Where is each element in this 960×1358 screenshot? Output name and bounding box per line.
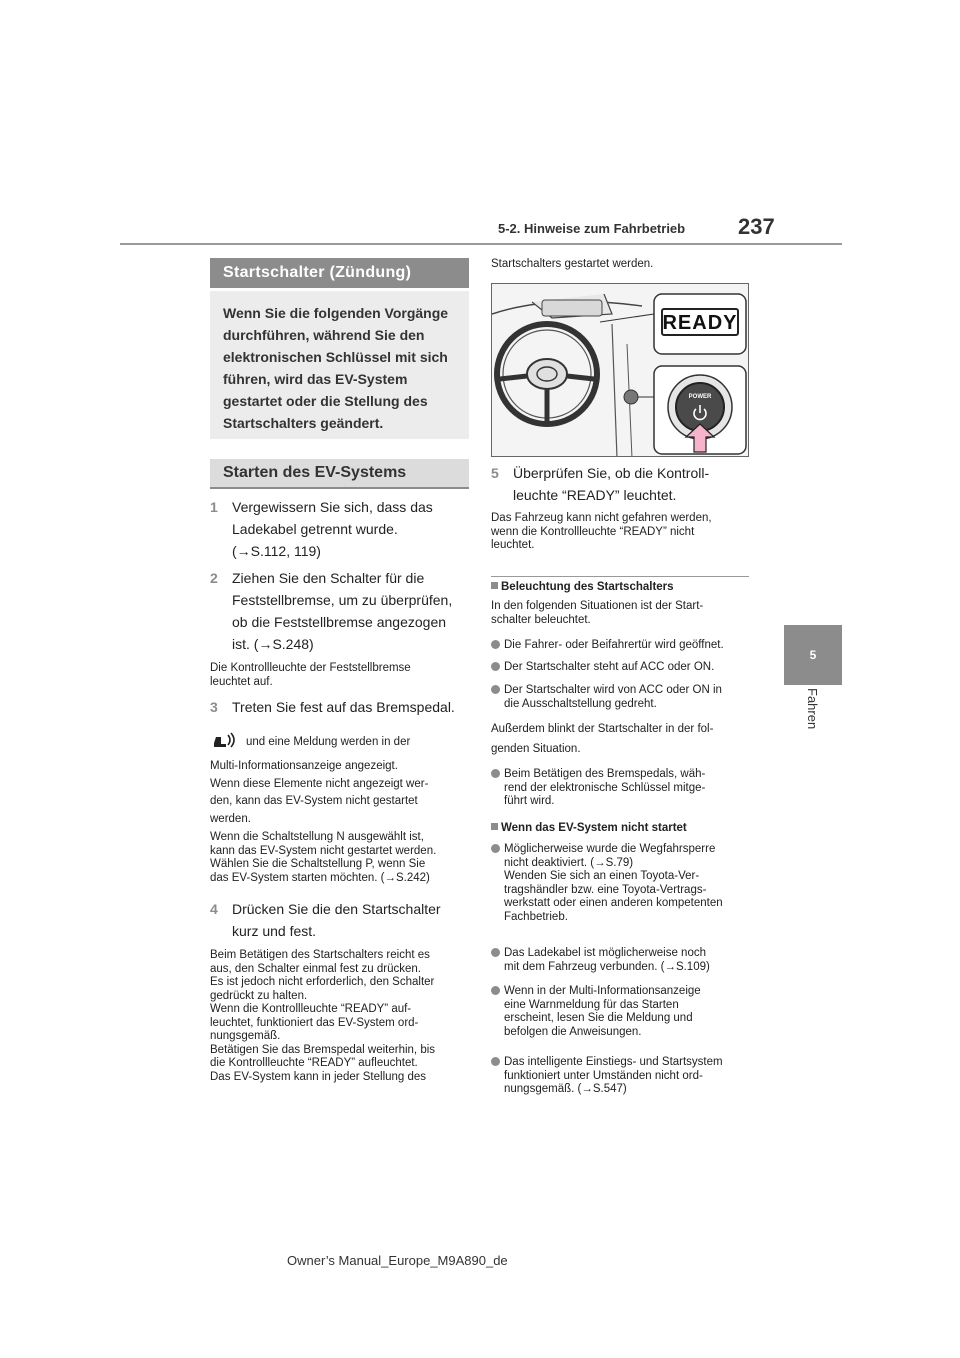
continuation-text: Startschalters gestartet werden. (491, 258, 654, 270)
step-5: 5 Überprüfen Sie, ob die Kontroll- leuchte “READY” leuchtet. (491, 465, 710, 503)
step-4: 4 Drücken Sie die den Startschalter kurz und fest. (210, 901, 441, 939)
blink-text: Außerdem blinkt der Startschalter in der fol- genden Situation. (491, 723, 714, 755)
list-item: Möglicherweise wurde die Wegfahrsperre nicht deaktiviert. (→S.79) Wenden Sie sich an einen Toyota-Ver- tragshändler bzw. eine Toyota-Vertrags- werkstatt oder einen anderen kompetenten Fachbetrieb. (491, 843, 753, 925)
main-heading: Startschalter (Zündung) (210, 258, 469, 288)
chapter-tab[interactable] (784, 625, 842, 685)
ready-label: READY (662, 311, 738, 334)
chapter-number: 5 (809, 648, 817, 662)
nostart-heading: Wenn das EV-System nicht startet (491, 822, 753, 834)
section-title: 5-2. Hinweise zum Fahrbetrieb (498, 221, 686, 236)
step-2-note: Die Kontrollleuchte der Feststellbremse leuchtet auf. (210, 662, 411, 688)
power-label: POWER (688, 394, 712, 400)
step-3-icon-note: und eine Meldung werden in der (246, 736, 411, 748)
step-3-notes-2: Wenn die Schaltstellung N ausgewählt ist, kann das EV-System nicht gestartet werden. Wählen Sie die Schaltstellung P, wenn Sie das EV-System starten möchten. (→S.242) (210, 831, 437, 884)
step-2: 2 Ziehen Sie den Schalter für die Feststellbremse, um zu überprüfen, ob die Feststellbremse angezogen ist. (→S.248) (210, 570, 453, 652)
step-1: 1 Vergewissern Sie sich, dass das Ladekabel getrennt wurde. (→S.112, 119) (210, 499, 433, 559)
step-4-notes: Beim Betätigen des Startschalters reicht es aus, den Schalter einmal fest zu drücken. Es ist jedoch nicht erforderlich, den Schalter gedrückt zu halten. Wenn die Kontrollleuchte “READY” auf- leuchtet, funktioniert das EV-System ord- nungsgemäß. Betätigen Sie das Bremspedal weiterhin, bis die Kontrollleuchte “READY” aufleuchtet. Das EV-System kann in jeder Stellung des (210, 949, 436, 1083)
step-5-notes: Das Fahrzeug kann nicht gefahren werden, wenn die Kontrollleuchte “READY” nicht leuchtet. (491, 512, 712, 551)
list-item: Wenn in der Multi-Informationsanzeige eine Warnmeldung für das Starten erscheint, lesen Sie die Meldung und befolgen die Anweisungen. (491, 985, 753, 1041)
page-number: 237 (738, 214, 775, 239)
step-3: 3 Treten Sie fest auf das Bremspedal. (210, 699, 455, 715)
header-rule (120, 243, 842, 245)
ready-indicator-icon (212, 731, 238, 751)
lighting-heading: Beleuchtung des Startschalters (491, 581, 753, 593)
list-item: Der Startschalter steht auf ACC oder ON. (491, 661, 753, 675)
section-divider (491, 576, 749, 577)
intro-box: Wenn Sie die folgenden Vorgänge durchführen, während Sie den elektronischen Schlüssel mit sich führen, wird das EV-System gestartet oder die Stellung des Startschalters geändert. (210, 291, 469, 439)
list-item: Der Startschalter wird von ACC oder ON in die Ausschaltstellung gedreht. (491, 684, 753, 712)
footer-text: Owner’s Manual_Europe_M9A890_de (287, 1253, 508, 1268)
list-item: Beim Betätigen des Bremspedals, wäh- rend der elektronische Schlüssel mitge- führt wird. (491, 768, 753, 810)
sub-heading: Starten des EV-Systems (210, 459, 469, 489)
chapter-label: Fahren (805, 688, 820, 730)
dashboard-figure (491, 283, 749, 457)
list-item: Das intelligente Einstiegs- und Startsystem funktioniert unter Umständen nicht ord- nungsgemäß. (→S.547) (491, 1056, 753, 1098)
step-3-notes: Multi-Informationsanzeige angezeigt. Wenn diese Elemente nicht angezeigt wer- den, kann das EV-System nicht gestartet werden. (210, 760, 429, 825)
lighting-intro: In den folgenden Situationen ist der Start- schalter beleuchtet. (491, 600, 704, 626)
list-item: Das Ladekabel ist möglicherweise noch mit dem Fahrzeug verbunden. (→S.109) (491, 947, 753, 975)
list-item: Die Fahrer- oder Beifahrertür wird geöffnet. (491, 639, 753, 653)
